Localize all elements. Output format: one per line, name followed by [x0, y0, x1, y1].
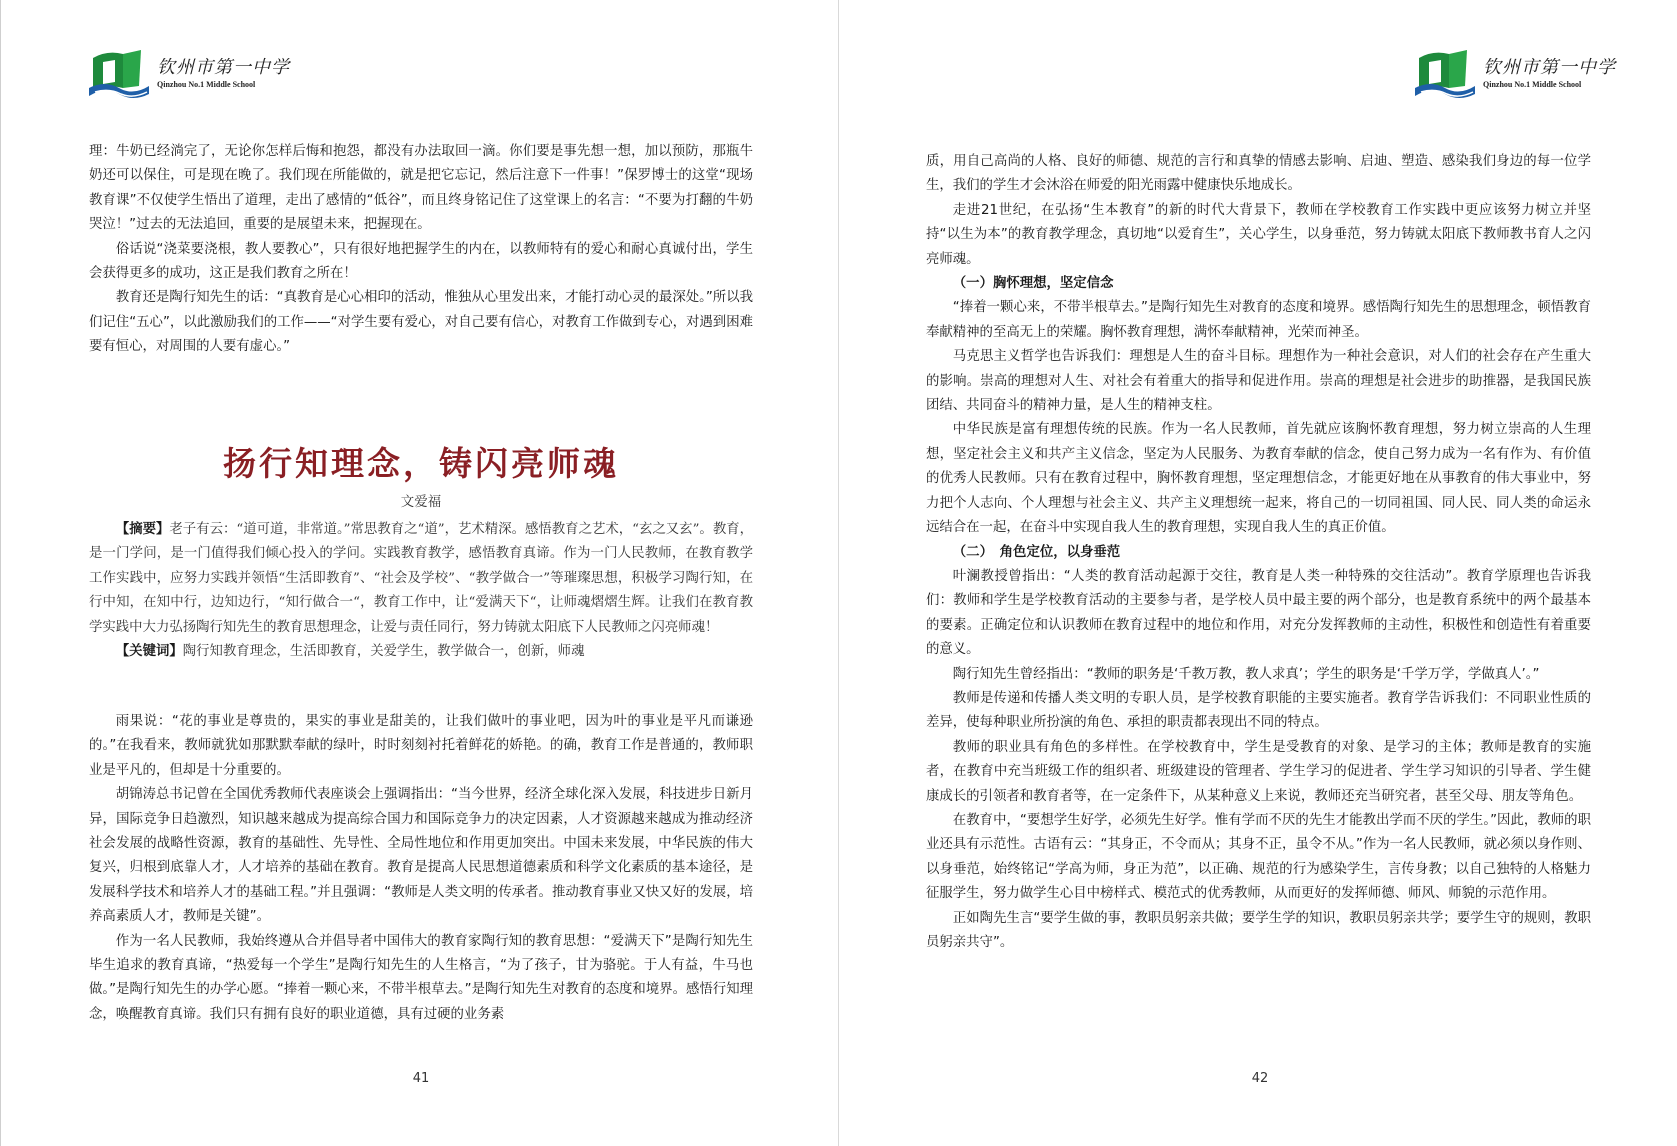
paragraph: 理：牛奶已经淌完了，无论你怎样后悔和抱怨，都没有办法取回一滴。你们要是事先想一想，加以预防，那瓶牛奶还可以保住，可是现在晚了。我们现在所能做的，就是把它忘记，然后注意下一件事！”保罗博士的这堂“现场教育课”不仅使学生悟出了道理，走出了感情的“低谷”，而且终身铭记住了这堂课上的名言：“不要为打翻的牛奶哭泣！”过去的无法追回，重要的是展望未来，把握现在。 [89, 144, 753, 233]
school-name-en: Qinzhou No.1 Middle School [1483, 80, 1582, 89]
school-emblem-icon [1415, 48, 1477, 100]
paragraph: 在教育中，“要想学生好学，必须先生好学。惟有学而不厌的先生才能教出学而不厌的学生。”因此，教师的职业还具有示范性。古语有云：“其身正，不令而从；其身不正，虽令不从。”作为一名人民教师，就必须以身作则、以身垂范，始终铭记“学高为师，身正为范”，以正确、规范的行为感染学生，言传身教；以自己独特的人格魅力征服学生，努力做学生心目中榜样式、模范式的优秀教师，从而更好的发挥师德、师风、师貌的示范作用。 [926, 812, 1591, 902]
paragraph: 中华民族是富有理想传统的民族。作为一名人民教师，首先就应该胸怀教育理想，努力树立崇高的人生理想，坚定社会主义和共产主义信念，坚定为人民服务、为教育奉献的信念，使自己努力成为一名有作为、有价值的优秀人民教师。只有在教育过程中，胸怀教育理想，坚定理想信念，才能更好地在从事教育的伟大事业中，努力把个人志向、个人理想与社会主义、共产主义理想统一起来，将自己的一切同祖国、同人民、同人类的命运永远结合在一起，在奋斗中实现自我人生的教育理想，实现自我人生的真正价值。 [926, 422, 1591, 536]
article-title: 扬行知理念，铸闪亮师魂 [223, 444, 619, 483]
school-name-cn: 钦州市第一中学 [1483, 57, 1616, 78]
article-author: 文爱福 [400, 494, 442, 510]
left-body-text [89, 710, 753, 1027]
school-emblem-icon [89, 48, 151, 100]
paragraph: 叶澜教授曾指出：“人类的教育活动起源于交往，教育是人类一种特殊的交往活动”。教育学原理也告诉我们：教师和学生是学校教育活动的主要参与者，是学校人员中最主要的两个部分，也是教育系统中的两个最基本的要素。正确定位和认识教师在教育过程中的地位和作用，对充分发挥教师的主动性，积极性和创造性有着重要的意义。 [926, 568, 1591, 658]
paragraph: 质，用自己高尚的人格、良好的师德、规范的言行和真挚的情感去影响、启迪、塑造、感染我们身边的每一位学生，我们的学生才会沐浴在师爱的阳光雨露中健康快乐地成长。 [926, 154, 1591, 194]
abstract-text: 老子有云：“道可道，非常道。”常思教育之“道”，艺术精深。感悟教育之艺术，“玄之又玄”。教育，是一门学问，是一门值得我们倾心投入的学问。实践教育教学，感悟教育真谛。作为一门人民教师，在教育教学工作实践中，应努力实践并领悟“生活即教育”、“社会及学校”、“教学做合一”等璀璨思想，积极学习陶行知，在行中知，在知中行，边知边行，“知行做合一“，教育工作中，让“爱满天下“，让师魂熠熠生辉。让我们在教育教学实践中大力弘扬陶行知先生的教育思想理念，让爱与责任同行，努力铸就太阳底下人民教师之闪亮师魂！ [89, 522, 754, 635]
page-number: 42 [1251, 1071, 1269, 1086]
abstract-block [89, 518, 753, 664]
abstract-label: 【摘要】 [115, 522, 170, 537]
paragraph: 作为一名人民教师，我始终遵从合并倡导者中国伟大的教育家陶行知的教育思想：“爱满天下”是陶行知先生毕生追求的教育真谛，“热爱每一个学生”是陶行知先生的人生格言，“为了孩子，甘为骆驼。于人有益，牛马也做。”是陶行知先生的办学心愿。“捧着一颗心来，不带半根草去。”是陶行知先生对教育的态度和境界。感悟行知理念，唤醒教育真谛。我们只有拥有良好的职业道德，具有过硬的业务素 [89, 933, 753, 1022]
school-name-cn: 钦州市第一中学 [157, 57, 290, 78]
paragraph: 雨果说：“花的事业是尊贵的，果实的事业是甜美的，让我们做叶的事业吧，因为叶的事业是平凡而谦逊的。”在我看来，教师就犹如那默默奉献的绿叶，时时刻刻衬托着鲜花的娇艳。的确，教育工作是普通的，教师职业是平凡的，但却是十分重要的。 [89, 714, 753, 778]
keywords-text: 陶行知教育理念，生活即教育，关爱学生，教学做合一，创新，师魂 [182, 644, 585, 660]
paragraph: 走进21世纪，在弘扬“生本教育”的新的时代大背景下，教师在学校教育工作实践中更应该努力树立并坚持“以生为本”的教育教学理念，真切地“以爱育生”，关心学生，以身垂范，努力铸就太阳底下教师教书育人之闪亮师魂。 [926, 202, 1591, 267]
right-page [838, 0, 1677, 1146]
paragraph: 正如陶先生言“要学生做的事，教职员躬亲共做；要学生学的知识，教职员躬亲共学；要学生守的规则，教职员躬亲共守”。 [926, 910, 1591, 950]
school-logo [89, 48, 290, 100]
right-body-text [926, 150, 1591, 955]
paragraph: 胡锦涛总书记曾在全国优秀教师代表座谈会上强调指出：“当今世界，经济全球化深入发展，科技进步日新月异，国际竞争日趋激烈，知识越来越成为提高综合国力和国际竞争力的决定因素，人才资源越来越成为推动经济社会发展的战略性资源，教育的基础性、先导性、全局性地位和作用更加突出。中国未来发展，中华民族的伟大复兴，归根到底靠人才，人才培养的基础在教育。教育是提高人民思想道德素质和科学文化素质的基本途径，是发展科学技术和培养人才的基础工程。”并且强调：“教师是人类文明的传承者。推动教育事业又快又好的发展，培养高素质人才，教师是关键”。 [89, 787, 753, 925]
section-heading-2: （二） 角色定位，以身垂范 [952, 544, 1121, 560]
school-logo [1415, 48, 1616, 100]
paragraph: 陶行知先生曾经指出：“教师的职务是‘千教万教，教人求真’；学生的职务是‘千学万学，学做真人’。” [952, 666, 1540, 682]
left-page [0, 0, 838, 1146]
paragraph: 教师的职业具有角色的多样性。在学校教育中，学生是受教育的对象、是学习的主体；教师是教育的实施者，在教育中充当班级工作的组织者、班级建设的管理者、学生学习的促进者、学生学习知识的引导者、学生健康成长的引领者和教育者等，在一定条件下，从某种意义上来说，教师还充当研究者，甚至父母、朋友等角色。 [926, 739, 1591, 804]
paragraph: 教师是传递和传播人类文明的专职人员，是学校教育职能的主要实施者。教育学告诉我们：不同职业性质的差异，使每种职业所扮演的角色、承担的职责都表现出不同的特点。 [926, 690, 1591, 731]
paragraph: 教育还是陶行知先生的话：“真教育是心心相印的活动，惟独从心里发出来，才能打动心灵的最深处。”所以我们记住“五心”，以此激励我们的工作——“对学生要有爱心，对自己要有信心，对教育工作做到专心，对遇到困难要有恒心，对周围的人要有虚心。” [89, 290, 753, 355]
left-intro-text [89, 140, 753, 360]
page-number: 41 [412, 1071, 430, 1086]
abstract-paragraph [89, 518, 753, 640]
section-heading-1: （一）胸怀理想，坚定信念 [952, 276, 1114, 292]
keywords-paragraph [89, 640, 753, 664]
school-name-en: Qinzhou No.1 Middle School [157, 80, 256, 89]
keywords-label: 【关键词】 [115, 644, 183, 660]
paragraph: “捧着一颗心来，不带半根草去。”是陶行知先生对教育的态度和境界。感悟陶行知先生的思想理念，顿悟教育奉献精神的至高无上的荣耀。胸怀教育理想，满怀奉献精神，光荣而神圣。 [926, 300, 1591, 340]
paragraph: 俗话说“浇菜要浇根，教人要教心”，只有很好地把握学生的内在，以教师特有的爱心和耐心真诚付出，学生会获得更多的成功，这正是我们教育之所在！ [89, 241, 753, 282]
paragraph: 马克思主义哲学也告诉我们：理想是人生的奋斗目标。理想作为一种社会意识，对人们的社会存在产生重大的影响。崇高的理想对人生、对社会有着重大的指导和促进作用。崇高的理想是社会进步的助推器，是我国民族团结、共同奋斗的精神力量，是人生的精神支柱。 [926, 349, 1591, 414]
